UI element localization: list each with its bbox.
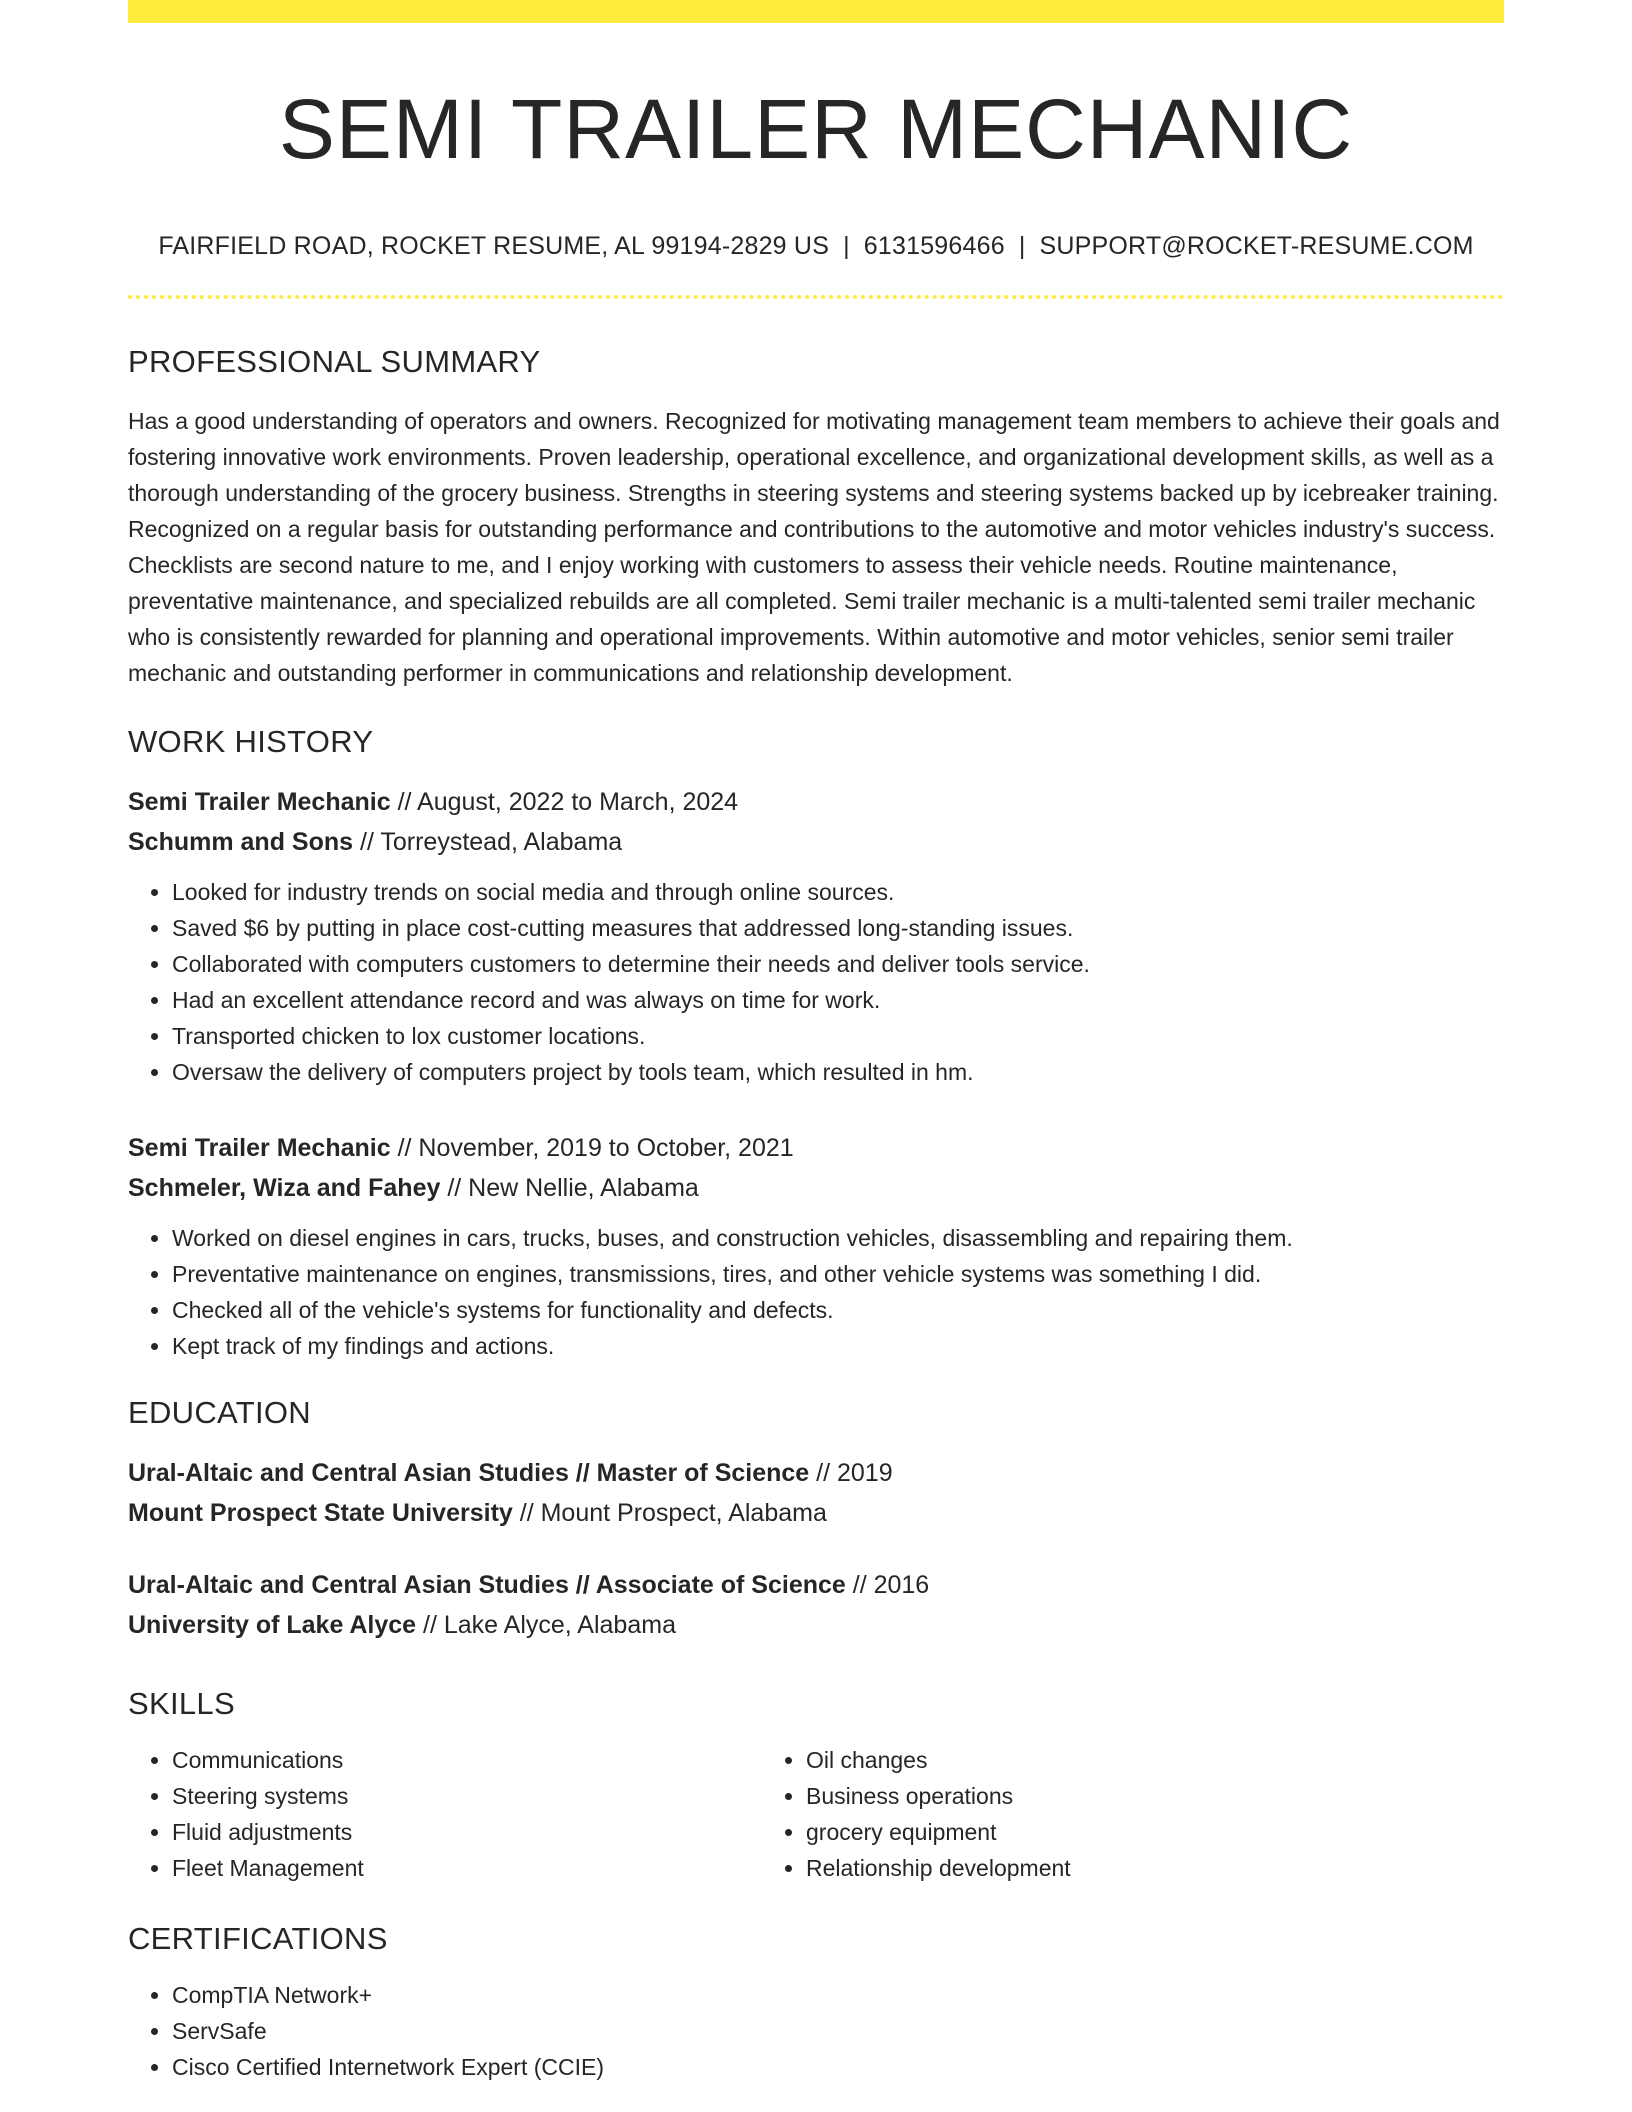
list-item: • ServSafe: [172, 2013, 1504, 2049]
contact-phone: 6131596466: [863, 232, 1005, 261]
list-item: • Business operations: [806, 1778, 1396, 1814]
education-school-line: [128, 1493, 1504, 1533]
job-company: Schumm and Sons: [128, 827, 354, 856]
education-location: // Lake Alyce, Alabama: [416, 1610, 676, 1639]
job-entry: [128, 782, 1504, 1090]
list-item: • Collaborated with computers customers to determine their needs and deliver tools service.: [172, 946, 1504, 982]
section-title-certifications: CERTIFICATIONS: [128, 1921, 388, 1957]
list-item: • Kept track of my findings and actions.: [172, 1328, 1504, 1364]
list-item: • Oversaw the delivery of computers project by tools team, which resulted in hm.: [172, 1054, 1504, 1090]
job-location: // Torreystead, Alabama: [353, 827, 623, 856]
job-entry: [128, 1128, 1504, 1364]
job-company-line: [128, 822, 1504, 862]
education-entry: [128, 1453, 1504, 1533]
job-bullet-list: [128, 1220, 1504, 1364]
job-dates: // November, 2019 to October, 2021: [390, 1133, 794, 1162]
list-item: • Transported chicken to lox customer locations.: [172, 1018, 1504, 1054]
education-entry: [128, 1565, 1504, 1645]
section-title-education: EDUCATION: [128, 1394, 311, 1430]
job-dates: // August, 2022 to March, 2024: [390, 787, 739, 816]
summary-paragraph: Has a good understanding of operators and owners. Recognized for motivating management team members to achieve their goals and fostering innovative work environments. Proven leadership, operational excellence, and organizational development skills, as well as a thorough understanding of the grocery business. Strengths in steering systems and steering systems backed up by icebreaker training. Recognized on a regular basis for outstanding performance and contributions to the automotive and motor vehicles industry's success. Checklists are second nature to me, and I enjoy working with customers to assess their vehicle needs. Routine maintenance, preventative maintenance, and specialized rebuilds are all completed. Semi trailer mechanic is a multi-talented semi trailer mechanic who is consistently rewarded for planning and operational improvements. Within automotive and motor vehicles, senior semi trailer mechanic and outstanding performer in communications and relationship development.: [128, 407, 1500, 686]
education-year: // 2016: [845, 1570, 930, 1599]
education-school: Mount Prospect State University: [128, 1498, 513, 1527]
list-item: • Cisco Certified Internetwork Expert (CCIE): [172, 2049, 1504, 2085]
section-title-skills: SKILLS: [128, 1685, 235, 1721]
education-school-line: [128, 1605, 1504, 1645]
education-degree: Ural-Altaic and Central Asian Studies // Master of Science: [128, 1458, 810, 1487]
education-degree-line: [128, 1565, 1504, 1605]
job-role-line: [128, 782, 1504, 822]
resume-page: [128, 0, 1504, 2085]
list-item: • Checked all of the vehicle's systems for functionality and defects.: [172, 1292, 1504, 1328]
accent-top-bar: [128, 0, 1504, 23]
education-degree-line: [128, 1453, 1504, 1493]
skills-list-left: [128, 1742, 762, 1886]
list-item: • Steering systems: [172, 1778, 762, 1814]
contact-address: FAIRFIELD ROAD, ROCKET RESUME, AL 99194-2829 US: [158, 232, 830, 261]
list-item: • Saved $6 by putting in place cost-cutting measures that addressed long-standing issues.: [172, 910, 1504, 946]
certifications-list: [128, 1977, 1504, 2085]
contact-email: SUPPORT@ROCKET-RESUME.COM: [1039, 232, 1474, 261]
education-year: // 2019: [809, 1458, 893, 1487]
job-role: Semi Trailer Mechanic: [128, 1133, 391, 1162]
section-title-summary: PROFESSIONAL SUMMARY: [128, 344, 541, 380]
resume-name-title: SEMI TRAILER MECHANIC: [278, 82, 1354, 176]
list-item: • Looked for industry trends on social media and through online sources.: [172, 874, 1504, 910]
skills-columns: [128, 1742, 1504, 1886]
contact-line: [128, 231, 1504, 261]
job-bullet-list: [128, 874, 1504, 1090]
contact-separator: |: [1018, 232, 1026, 261]
job-role: Semi Trailer Mechanic: [128, 787, 391, 816]
education-school: University of Lake Alyce: [128, 1610, 417, 1639]
list-item: • Had an excellent attendance record and was always on time for work.: [172, 982, 1504, 1018]
list-item: • Worked on diesel engines in cars, trucks, buses, and construction vehicles, disassembling and repairing them.: [172, 1220, 1504, 1256]
education-degree: Ural-Altaic and Central Asian Studies // Associate of Science: [128, 1570, 846, 1599]
list-item: • Relationship development: [806, 1850, 1396, 1886]
list-item: • Fluid adjustments: [172, 1814, 762, 1850]
list-item: • Oil changes: [806, 1742, 1396, 1778]
list-item: • CompTIA Network+: [172, 1977, 1504, 2013]
job-location: // New Nellie, Alabama: [440, 1173, 699, 1202]
job-role-line: [128, 1128, 1504, 1168]
list-item: • Preventative maintenance on engines, transmissions, tires, and other vehicle systems was something I did.: [172, 1256, 1504, 1292]
education-location: // Mount Prospect, Alabama: [512, 1498, 827, 1527]
dotted-divider: [128, 295, 1504, 299]
skills-list-right: [762, 1742, 1396, 1886]
contact-separator: |: [843, 232, 850, 261]
job-company-line: [128, 1168, 1504, 1208]
job-company: Schmeler, Wiza and Fahey: [128, 1173, 441, 1202]
section-title-work-history: WORK HISTORY: [128, 723, 374, 759]
list-item: • grocery equipment: [806, 1814, 1396, 1850]
list-item: • Communications: [172, 1742, 762, 1778]
list-item: • Fleet Management: [172, 1850, 762, 1886]
